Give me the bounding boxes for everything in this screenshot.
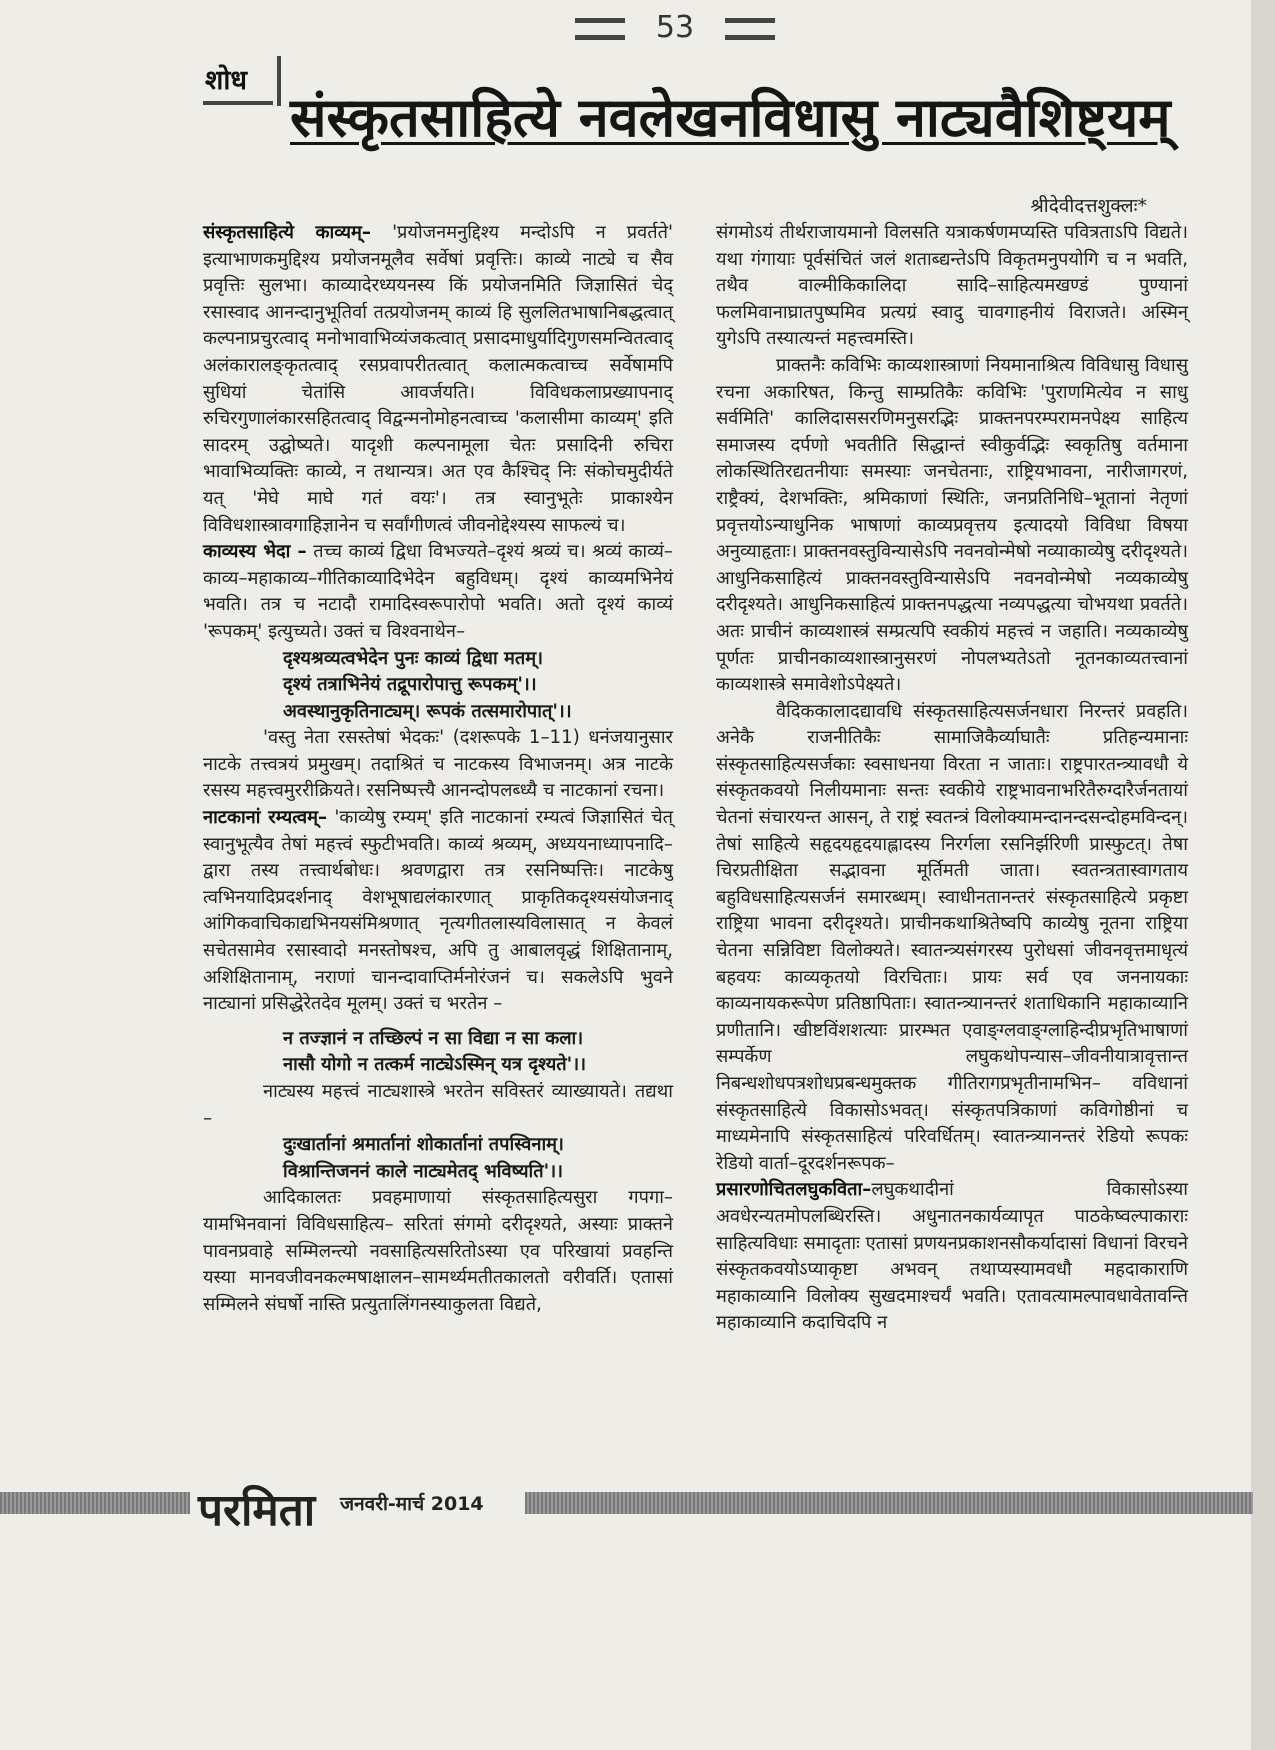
page-number: 53 [655,10,695,45]
footer-band-right [525,1492,1253,1514]
left-column [203,220,673,1318]
paragraph-heading: प्रसारणोचितलघुकविता– [716,1179,872,1201]
verse-line: दृश्यं तत्राभिनेयं तद्रूपारोपात्तु रूपकम्'।। [283,674,537,696]
verse-line: दुःखार्तानां श्रमार्तानां शोकार्तानां तपस्विनाम्। [283,1134,564,1156]
page-number-ornament-right [725,18,775,40]
journal-logo: परमिता [198,1485,316,1536]
section-tag-divider [277,56,281,106]
paragraph: संगमोऽयं तीर्थराजायमानो विलसति यत्राकर्षणमप्यस्ति पवित्रताऽपि विद्यते। यथा गंगायाः पूर्वसंचितं जलं शताब्द्यन्तेऽपि विकृतमनुपयोगि च न भवति, तथैव वाल्मीकिकालिदा सादि–साहित्यमखण्डं पुण्यानां फलमिवानाघ्रातपुष्पमिव प्रत्यग्रं स्वादु चावगाहनीयं विराजते। अस्मिन् युगेऽपि तस्यात्यन्तं महत्त्वमस्ति। [716,222,1188,350]
paragraph [203,805,673,1018]
page-edge [1251,0,1275,1750]
paragraph [716,1177,1188,1337]
paragraph: 'वस्तु नेता रसस्तेषां भेदकः' (दशरूपके 1–11) धनंजयानुसार नाटके तत्त्वत्रयं प्रमुखम्। तदाश्रितं च नाटकस्य विभाजनम्। अत्र नाटके रसस्य महत्त्वमुररीक्रियते। रसनिष्पत्त्यै आनन्दोपलब्ध्यै च नाटकानां रचना। [203,727,673,802]
paragraph-text: 'काव्येषु रम्यम्' इति नाटकानां रम्यत्वं जिज्ञासितं चेत् स्वानुभूत्यैव तेषां महत्त्वं स्फुटीभवति। काव्यं श्रव्यम्, अध्ययनाध्यापनादि–द्वारा तस्य तत्त्वार्थबोधः। श्रवणद्वारा तत्र रसनिष्पत्तिः। नाटकेषु त्वभिनयादिप्रदर्शनाद् वेशभूषाद्यलंकारणात् प्राकृतिकदृश्यसंयोजनाद् आंगिकवाचिकाद्यभिनयसंमिश्रणात् नृत्यगीतलास्यविलासात् न केवलं सचेतसामेव रसास्वादो मनस्तोषश्च, अपि तु आबालवृद्धं शिक्षितानाम्, अशिक्षितानाम्, नराणां चानन्दावाप्तिर्मनोरंजनं च। सकलेऽपि भुवने नाट्यानां प्रसिद्धेरेतदेव मूलम्। उक्तं च भरतेन – [203,807,673,1015]
paragraph: प्राक्तनैः कविभिः काव्यशास्त्राणां नियमानाश्रित्य विविधासु विधासु रचना अकारिषत, किन्तु साम्प्रतिकैः कविभिः 'पुराणमित्येव न साधु सर्वमिति' कालिदाससरणिमनुसरद्भिः प्राक्तनपरम्परामनपेक्ष्य साहित्य समाजस्य दर्पणो भवतीति सिद्धान्तं स्वीकुर्वद्भिः स्वकृतिषु वर्तमाना लोकस्थितिरद्यतनीयाः समस्याः जनचेतनाः, राष्ट्रियभावना, नारीजागरणं, राष्ट्रैक्यं, देशभक्तिः, श्रमिकाणां स्थितिः, जनप्रतिनिधि–भूतानां नेतृणां प्रवृत्तयोऽन्याधुनिक भाषाणां काव्यप्रवृत्तय इत्यादयो विविधा विषया अनुव्याहृताः। प्राक्तनवस्तुविन्यासेऽपि नवनवोन्मेषो नव्याकाव्येषु दरीदृश्यते। आधुनिकसाहित्यं प्राक्तनवस्तुविन्यासेऽपि नवनवोन्मेषो नव्यकाव्येषु दरीदृश्यते। आधुनिकसाहित्यं प्राक्तनपद्धत्या नव्यपद्धत्या चोभयथा प्रवर्तते। अतः प्राचीनं काव्यशास्त्रं सम्प्रत्यपि स्वकीयं महत्त्वं न जहाति। नव्यकाव्येषु पूर्णतः प्राचीनकाव्यशास्त्रानुसरणं नोपलभ्यतेऽतो नूतनकाव्यतत्त्वानां काव्यशास्त्रे समावेशोऽपेक्ष्यते। [716,354,1188,696]
paragraph [203,220,673,539]
section-tag-underline [203,101,273,105]
footer-band-left [0,1492,190,1514]
paragraph [203,539,673,645]
paragraph-heading: संस्कृतसाहित्ये काव्यम्– [203,222,371,243]
verse-line: विश्रान्तिजननं काले नाट्यमेतद् भविष्यति'।। [283,1160,563,1182]
verse-line: नासौ योगो न तत्कर्म नाट्येऽस्मिन् यत्र दृश्यते'।। [283,1054,586,1076]
paragraph-text: तच्च काव्यं द्विधा विभज्यते–दृश्यं श्रव्यं च। श्रव्यं काव्यं–काव्य–महाकाव्य–गीतिकाव्यादिभेदेन बहुविधम्। दृश्यं काव्यमभिनेयं भवति। तत्र च नटादौ रामादिस्वरूपारोपो भवति। अतो दृश्यं काव्यं 'रूपकम्' इत्युच्यते। उक्तं च विश्वनाथेन– [203,541,673,642]
verse-line: अवस्थानुकृतिनाट्यम्। रूपकं तत्समारोपात्'।। [283,700,572,722]
page-number-ornament-left [575,18,625,40]
article-author: श्रीदेवीदत्तशुक्लः* [1030,195,1147,217]
paragraph-text: लघुकथादीनां विकासोऽस्या अवधेरन्यतमोपलब्धिरस्ति। अधुनातनकार्यव्यापृत पाठकेष्वल्पाकाराः साहित्यविधाः समादृताः एतासां प्रणयनप्रकाशनसौकर्यादासां विधानां विरचने संस्कृतकवयोऽप्याकृष्टा अभवन् तथाप्यस्यामवधौ महदाकाराणि महाकाव्यानि विलोक्य सुखदमाश्चर्यं भवति। एतावत्यामल्पावधावेतावन्ति महाकाव्यानि कदाचिदपि न [716,1179,1188,1334]
verse-line: न तज्ज्ञानं न तच्छिल्पं न सा विद्या न सा कला। [283,1027,584,1049]
article-title: संस्कृतसाहित्ये नवलेखनविधासु नाट्यवैशिष्ट्यम् [290,86,1171,149]
issue-date: जनवरी-मार्च 2014 [340,1493,484,1515]
section-tag: शोध [205,65,247,96]
right-column [716,220,1188,1337]
paragraph-heading: काव्यस्य भेदा – [203,541,307,563]
paragraph: वैदिककालादद्यावधि संस्कृतसाहित्यसर्जनधारा निरन्तरं प्रवहति। अनेकै राजनीतिकैः सामाजिकैर्व्याघातैः प्रतिहन्यमानाः संस्कृतसाहित्यसर्जकाः स्वसाधनया विरता न जाताः। राष्ट्रपारतन्त्र्यावधौ ये संस्कृतकवयो निलीयमानाः सन्तः स्वकीये राष्ट्रभावनाभरितैरुग्दारैर्जनतायां चेतनां संचारयन्त आसन्, ते राष्ट्रं स्वतन्त्रं विलोक्यामन्दानन्दसन्दोहमविन्दन्। तेषां साहित्ये सहृदयहृदयाह्लादस्य निरर्गला रसनिर्झरिणी प्रास्फुटत्। तेषा चिरप्रतीक्षिता सद्भावना मूर्तिमती जाता। स्वतन्त्रतास्वागताय बहुविधसाहित्यसर्जनं समारब्धम्। स्वाधीनतानन्तरं संस्कृतसाहित्ये प्रकृष्टा राष्ट्रिया भावना दरीदृश्यते। प्राचीनकथाश्रितेष्वपि काव्येषु नूतना राष्ट्रिया चेतना सन्निविष्टा विलोक्यते। स्वातन्त्र्यसंगरस्य पुरोधसां जीवनवृत्तमाधृत्यं बहवयः काव्यकृतयो विरचिताः। प्रायः सर्व एव जननायकाः काव्यनायकरूपेण प्रतिष्ठापिताः। स्वातन्त्र्यानन्तरं शताधिकानि महाकाव्यानि प्रणीतानि। खीष्टविंशशत्याः प्रारम्भत एवाङ्ग्लवाङ्ग्लाहिन्दीप्रभृतिभाषाणां सम्पर्केण लघुकथोपन्यास–जीवनीयात्रावृत्तान्त निबन्धशोधपत्रशोधप्रबन्धमुक्तक गीतिरागप्रभृतीनामभिन– वविधानां संस्कृतसाहित्ये विकासोऽभवत्। संस्कृतपत्रिकाणां कविगोष्ठीनां च माध्यमेनापि संस्कृतसाहित्यं परिवर्धितम्। स्वातन्त्र्यानन्तरं रेडियो रूपकः रेडियो वार्ता–दूरदर्शनरूपक– [716,700,1188,1174]
paragraph-heading: नाटकानां रम्यत्वम्– [203,807,328,829]
paragraph-text: 'प्रयोजनमनुद्दिश्य मन्दोऽपि न प्रवर्तते' इत्याभाणकमुद्दिश्य प्रयोजनमूलैव सर्वेषां प्रवृत्तिः। काव्ये नाट्ये च सैव प्रवृत्तिः सुलभा। काव्यादेरध्ययनस्य किं प्रयोजनमिति जिज्ञासितं चेद् रसास्वाद आनन्दानुभूतिर्वा तत्प्रयोजनम् काव्यं हि सुललितभाषानिबद्धत्वात् कल्पनाप्रचुरत्वाद् मनोभावाभिव्यंजकत्वात् प्रसादमाधुर्यादिगुणसमन्वितत्वाद् अलंकारालङ्कृतत्वाद् रसप्रवापरीतत्वात् कलात्मकत्वाच्च सर्वेषामपि सुधियां चेतांसि आवर्जयति। विविधकलाप्रख्यापनाद् रुचिरगुणालंकारसहितत्वाद् विद्वन्मनोमोहनत्वाच्च 'कलासीमा काव्यम्' इति सादरम् उद्घोष्यते। यादृशी कल्पनामूला चेतः प्रसादिनी रुचिरा भावाभिव्यक्तिः काव्ये, न तथान्यत्र। अत एव कैश्चिद् निः संकोचमुदीर्यते यत् 'मेघे माघे गतं वयः'। तत्र स्वानुभूतेः प्राकाश्येन विविधशास्त्रावगाहिज्ञानेन च सर्वांगीणत्वं जीवनोद्देश्यस्य साफल्यं च। [203,222,673,536]
page-number-block [575,6,775,54]
paragraph: नाट्यस्य महत्त्वं नाट्यशास्त्रे भरतेन सविस्तरं व्याख्यायते। तद्यथा – [203,1081,673,1129]
verse-line: दृश्यश्रव्यत्वभेदेन पुनः काव्यं द्विधा मतम्। [283,647,544,669]
paragraph: आदिकालतः प्रवहमाणायां संस्कृतसाहित्यसुरा गपगा–यामभिनवानां विविधसाहित्य– सरितां संगमो दरीदृश्यते, अस्याः प्राक्तने पावनप्रवाहे सम्मिलन्त्यो नवसाहित्यसरितोऽस्या एव परिखायां प्रवहन्ति यस्या मानवजीवनकल्मषाक्षालन–सामर्थ्यमतीतकालतो वरीवर्ति। एतासां सम्मिलने संघर्षो नास्ति प्रत्युतालिंगनस्याकुलता विद्यते, [203,1187,673,1315]
